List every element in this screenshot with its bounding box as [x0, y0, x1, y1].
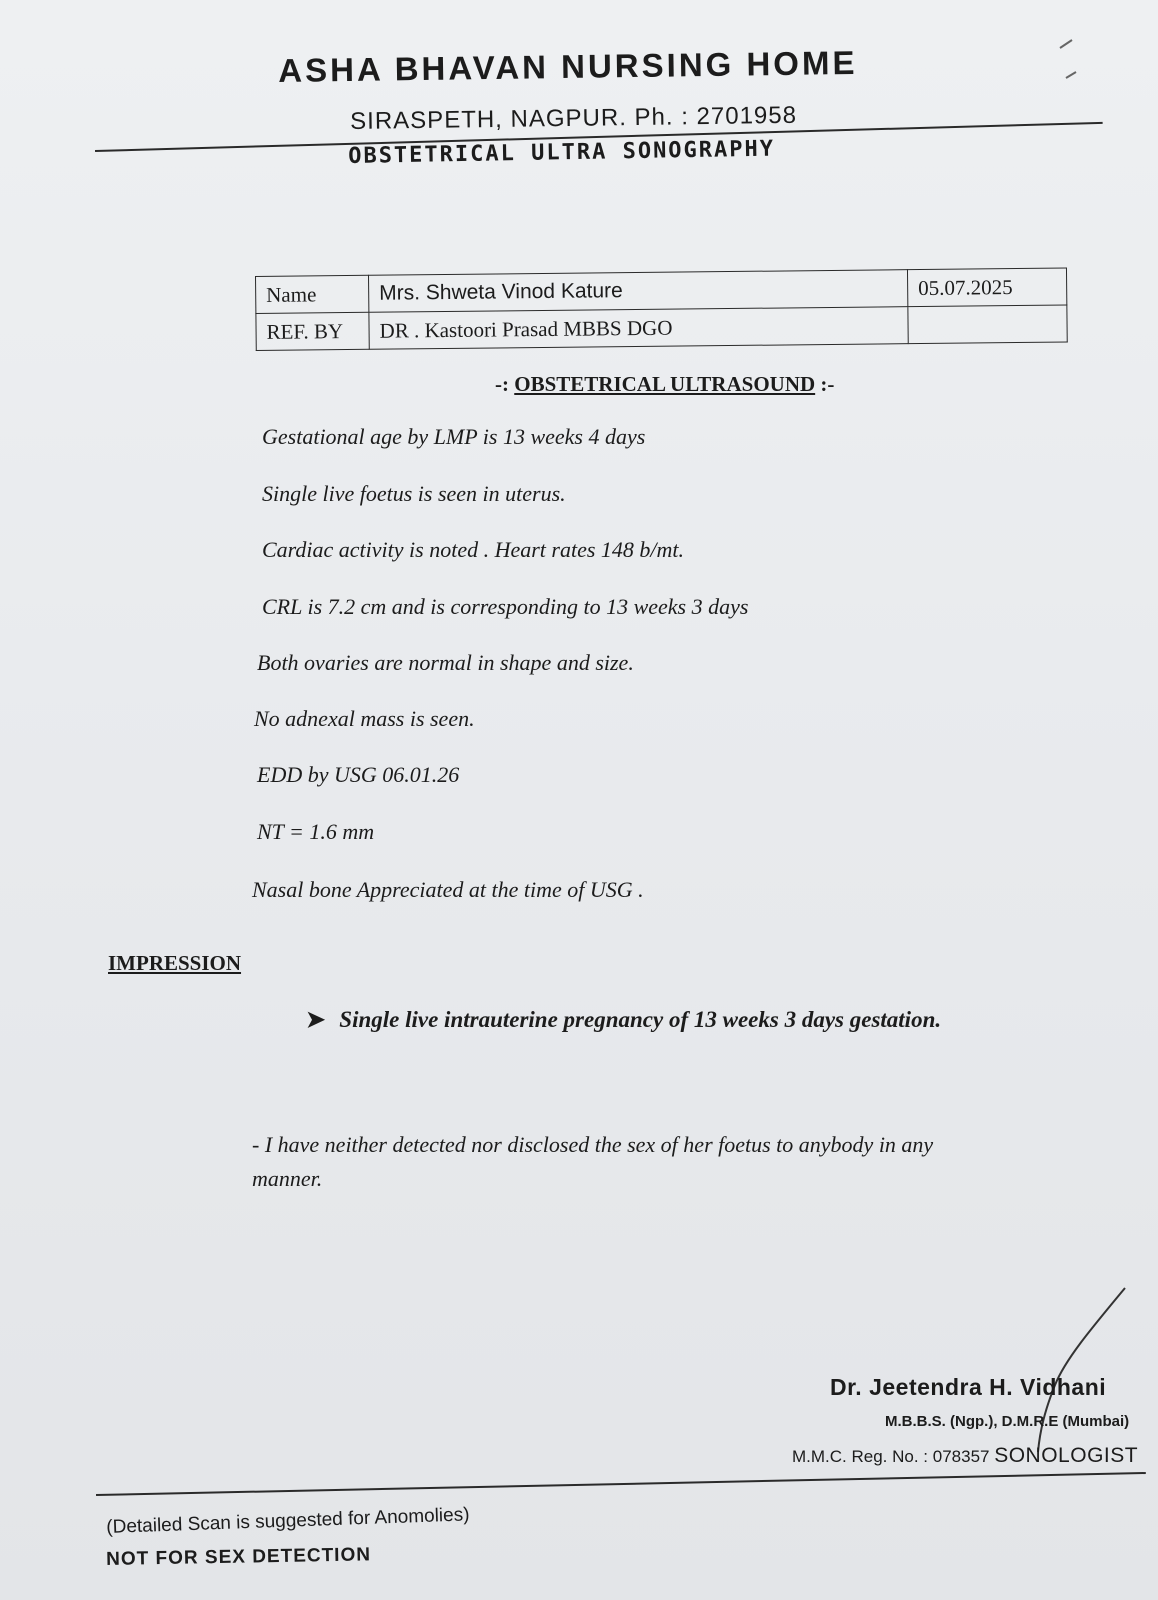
- report-subtitle: OBSTETRICAL ULTRA SONOGRAPHY: [348, 136, 776, 169]
- finding-crl: CRL is 7.2 cm and is corresponding to 13 weeks 3 days: [262, 594, 749, 619]
- name-label: Name: [256, 275, 369, 313]
- impression-text: Single live intrauterine pregnancy of 13 weeks 3 days gestation.: [339, 1007, 942, 1032]
- doctor-role: SONOLOGIST: [994, 1444, 1139, 1467]
- ref-label: REF. BY: [256, 312, 369, 350]
- impression-label: IMPRESSION: [108, 951, 242, 975]
- declaration: - I have neither detected nor disclosed the sex of her foetus to anybody in any manner.: [252, 1132, 934, 1191]
- arrow-bullet-icon: ➤: [306, 1007, 326, 1032]
- clinic-address: SIRASPETH, NAGPUR. Ph. : 2701958: [350, 101, 798, 135]
- finding-edd: EDD by USG 06.01.26: [257, 762, 460, 787]
- registration-number: M.M.C. Reg. No. : 078357: [792, 1447, 990, 1466]
- finding-ovaries: Both ovaries are normal in shape and size.: [257, 650, 634, 675]
- finding-adnexal: No adnexal mass is seen.: [254, 706, 475, 731]
- clinic-name: ASHA BHAVAN NURSING HOME: [278, 43, 858, 89]
- footer-note: (Detailed Scan is suggested for Anomolies): [106, 1504, 470, 1538]
- title-prefix: -:: [495, 372, 515, 396]
- registration: [792, 1444, 1138, 1468]
- referring-doctor: DR . Kastoori Prasad MBBS DGO: [369, 307, 908, 350]
- title-suffix: :-: [815, 372, 835, 396]
- doctor-name: Dr. Jeetendra H. Vidhani: [830, 1374, 1107, 1400]
- doctor-qualifications: M.B.B.S. (Ngp.), D.M.R.E (Mumbai): [885, 1413, 1130, 1430]
- patient-name: Mrs. Shweta Vinod Kature: [368, 270, 907, 313]
- report-date: 05.07.2025: [907, 268, 1066, 307]
- finding-nasal-bone: Nasal bone Appreciated at the time of USG .: [252, 877, 644, 902]
- finding-nt: NT = 1.6 mm: [257, 819, 375, 844]
- finding-gestational-age: Gestational age by LMP is 13 weeks 4 days: [262, 424, 646, 449]
- finding-cardiac: Cardiac activity is noted . Heart rates 148 b/mt.: [262, 537, 685, 562]
- footer-warning: NOT FOR SEX DETECTION: [106, 1544, 372, 1570]
- title-text: OBSTETRICAL ULTRASOUND: [514, 372, 816, 396]
- finding-foetus: Single live foetus is seen in uterus.: [262, 481, 566, 506]
